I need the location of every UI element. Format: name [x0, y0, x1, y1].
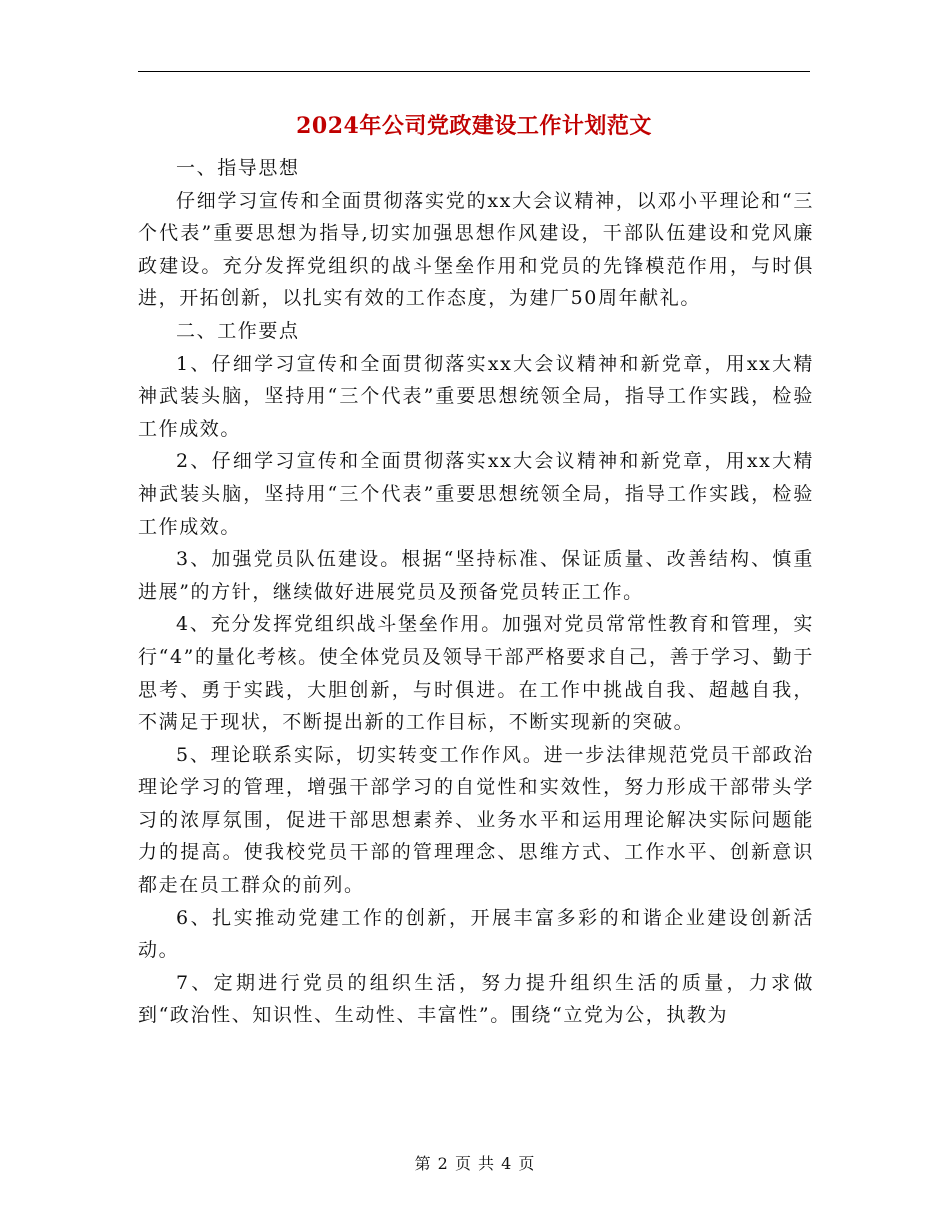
header-rule	[138, 71, 810, 72]
work-point-7: 7、定期进行党员的组织生活，努力提升组织生活的质量，力求做到“政治性、知识性、生动性、丰富性”。围绕“立党为公，执教为	[138, 971, 814, 1027]
work-point-5: 5、理论联系实际，切实转变工作作风。进一步法律规范党员干部政治理论学习的管理，增强干部学习的自觉性和实效性，努力形成干部带头学习的浓厚氛围，促进干部思想素养、业务水平和运用理论解决实际问题能力的提高。使我校党员干部的管理理念、思维方式、工作水平、创新意识都走在员工群众的前列。	[138, 743, 814, 897]
section-heading-work-points: 二、工作要点	[176, 319, 300, 342]
work-point-2: 2、仔细学习宣传和全面贯彻落实xx大会议精神和新党章，用xx大精神武装头脑，坚持用“三个代表”重要思想统领全局，指导工作实践，检验工作成效。	[138, 450, 814, 538]
paragraph-guiding-ideology: 仔细学习宣传和全面贯彻落实党的xx大会议精神，以邓小平理论和“三个代表”重要思想为指导,切实加强思想作风建设，干部队伍建设和党风廉政建设。充分发挥党组织的战斗堡垒作用和党员的先锋模范作用，与时俱进，开拓创新，以扎实有效的工作态度，为建厂50周年献礼。	[138, 189, 814, 310]
document-body	[138, 152, 814, 1032]
work-point-1: 1、仔细学习宣传和全面贯彻落实xx大会议精神和新党章，用xx大精神武装头脑，坚持用“三个代表”重要思想统领全局，指导工作实践，检验工作成效。	[138, 352, 814, 440]
page-number-footer: 第 2 页 共 4 页	[414, 1154, 536, 1173]
work-point-3: 3、加强党员队伍建设。根据“坚持标准、保证质量、改善结构、慎重进展”的方针，继续做好进展党员及预备党员转正工作。	[138, 548, 814, 603]
work-point-4: 4、充分发挥党组织战斗堡垒作用。加强对党员常常性教育和管理，实行“4”的量化考核。使全体党员及领导干部严格要求自己，善于学习、勤于思考、勇于实践，大胆创新，与时俱进。在工作中挑战自我、超越自我，不满足于现状，不断提出新的工作目标，不断实现新的突破。	[138, 613, 814, 734]
work-point-6: 6、扎实推动党建工作的创新，开展丰富多彩的和谐企业建设创新活动。	[138, 906, 814, 962]
section-heading-guiding-ideology: 一、指导思想	[176, 157, 300, 179]
document-title: 2024年公司党政建设工作计划范文	[296, 113, 652, 139]
